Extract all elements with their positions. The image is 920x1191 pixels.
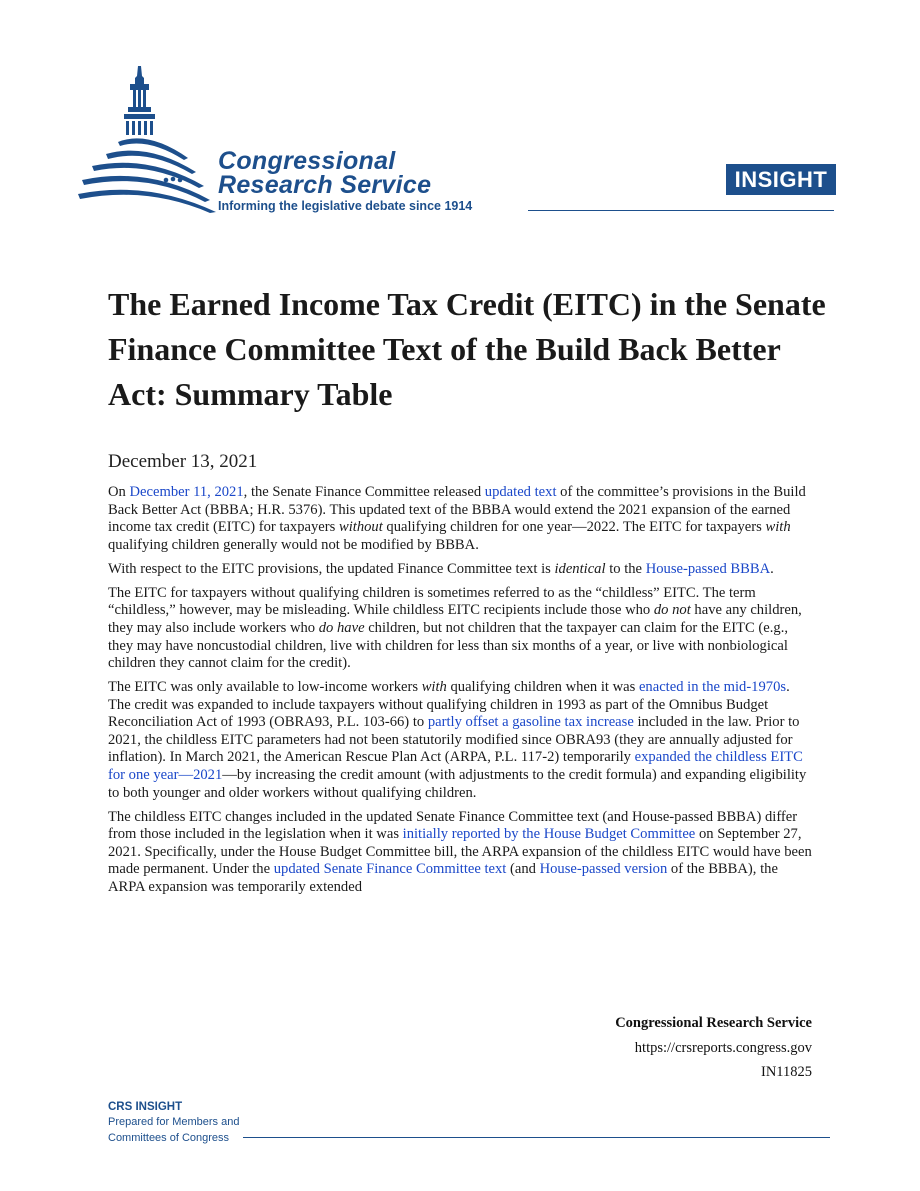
link-updated-senate-finance-text[interactable]: updated Senate Finance Committee text: [273, 861, 507, 878]
text-run: The EITC was only available to low-income workers: [108, 679, 422, 696]
link-enacted-mid-1970s[interactable]: enacted in the mid-1970s: [638, 679, 787, 696]
text-run: (and: [506, 861, 540, 878]
emphasis-text: with: [421, 679, 447, 696]
paragraph-5: [108, 809, 814, 897]
paragraph-1: [108, 484, 814, 554]
crs-insight-label: CRS INSIGHT: [108, 1101, 183, 1113]
link-gasoline-tax-increase[interactable]: partly offset a gasoline tax increase: [427, 714, 634, 731]
text-run: qualifying children when it was: [446, 679, 639, 696]
text-run: The childless EITC changes included in the updated Senate Finance Committee text (and House-passed BBBA) differ from those included in the legislation when it was: [108, 808, 798, 843]
crs-footer: [108, 1100, 239, 1146]
text-run: to the: [605, 560, 646, 577]
capitol-dome-icon: [78, 62, 218, 214]
footer-url-link[interactable]: https://crsreports.congress.gov: [634, 1040, 812, 1056]
text-run: . The credit was expanded to include taxpayers without qualifying children in 1993 as part of the Omnibus Budget Reconciliation Act of 1993 (OBRA93, P.L. 103-66) to: [108, 679, 790, 731]
report-header: [78, 62, 838, 222]
link-december-11-2021[interactable]: December 11, 2021: [129, 484, 244, 500]
emphasis-text: with: [765, 519, 791, 536]
paragraph-2: [108, 561, 814, 579]
prepared-for-line2: Committees of Congress: [108, 1132, 230, 1144]
text-run: included in the law. Prior to 2021, the childless EITC parameters had not been statutorily modified since OBRA93 (they are annually adjusted for inflation). In March 2021, the American Rescue Plan Act (ARPA, P.L. 117-2) temporarily: [108, 714, 800, 766]
link-house-budget-committee[interactable]: initially reported by the House Budget Committee: [402, 826, 696, 843]
text-run: The EITC for taxpayers without qualifying children is sometimes referred to as the “childless” EITC. The term “childless,” however, may be misleading. While childless EITC recipients include those who: [108, 584, 756, 619]
report-title: The Earned Income Tax Credit (EITC) in the Senate Finance Committee Text of the Build Back Better Act: Summary Table: [108, 286, 826, 412]
emphasis-text: without: [338, 519, 383, 536]
report-body: [108, 484, 814, 903]
emphasis-text: identical: [554, 560, 606, 577]
text-run: qualifying children for one year—2022. The EITC for taxpayers: [382, 519, 766, 536]
text-run: children, but not children that the taxpayer can claim for the EITC (e.g., they may have noncustodial children, live with children for less than six months of a year, or live with nonbiological children they cannot claim for the credit).: [108, 619, 789, 672]
paragraph-3: [108, 585, 814, 673]
text-run: of the BBBA), the ARPA expansion was temporarily extended: [108, 861, 778, 896]
text-run: qualifying children generally would not be modified by BBBA.: [108, 536, 479, 553]
text-run: have any children, they may also include workers who: [108, 602, 802, 636]
text-run: of the committee’s provisions in the Build Back Better Act (BBBA; H.R. 5376). This updated text of the BBBA would extend the 2021 expansion of the earned income tax credit (EITC) for taxpayers: [108, 484, 806, 536]
text-run: With respect to the EITC provisions, the updated Finance Committee text is: [108, 560, 555, 577]
link-house-passed-bbba[interactable]: House-passed BBBA: [645, 560, 771, 577]
link-updated-text[interactable]: updated text: [484, 484, 557, 500]
insight-badge: INSIGHT: [726, 164, 836, 195]
link-house-passed-version[interactable]: House-passed version: [539, 861, 668, 878]
text-run: , the Senate Finance Committee released: [243, 484, 485, 500]
prepared-for-line1: Prepared for Members and: [108, 1116, 240, 1128]
text-run: on September 27, 2021. Specifically, under the House Budget Committee bill, the ARPA expansion of the childless EITC would have been made permanent. Under the: [108, 826, 812, 878]
footer-divider: [243, 1137, 830, 1138]
text-run: —by increasing the credit amount (with adjustments to the credit formula) and expanding eligibility to both younger and older workers without qualifying children.: [108, 767, 807, 801]
text-run: .: [770, 560, 774, 577]
emphasis-text: do not: [653, 602, 691, 619]
org-tagline: Informing the legislative debate since 1914: [218, 199, 473, 213]
org-name-line2: Research Service: [218, 171, 432, 199]
text-run: On: [108, 484, 130, 500]
org-name-line1: Congressional: [218, 147, 396, 175]
emphasis-text: do have: [318, 619, 365, 636]
footer-report-id: IN11825: [760, 1064, 812, 1080]
link-expanded-childless-eitc[interactable]: expanded the childless EITC for one year—2021: [108, 749, 803, 784]
header-divider: [528, 210, 834, 211]
paragraph-4: [108, 679, 814, 802]
footer-org-name: Congressional Research Service: [615, 1015, 812, 1031]
report-date: December 13, 2021: [108, 451, 258, 472]
